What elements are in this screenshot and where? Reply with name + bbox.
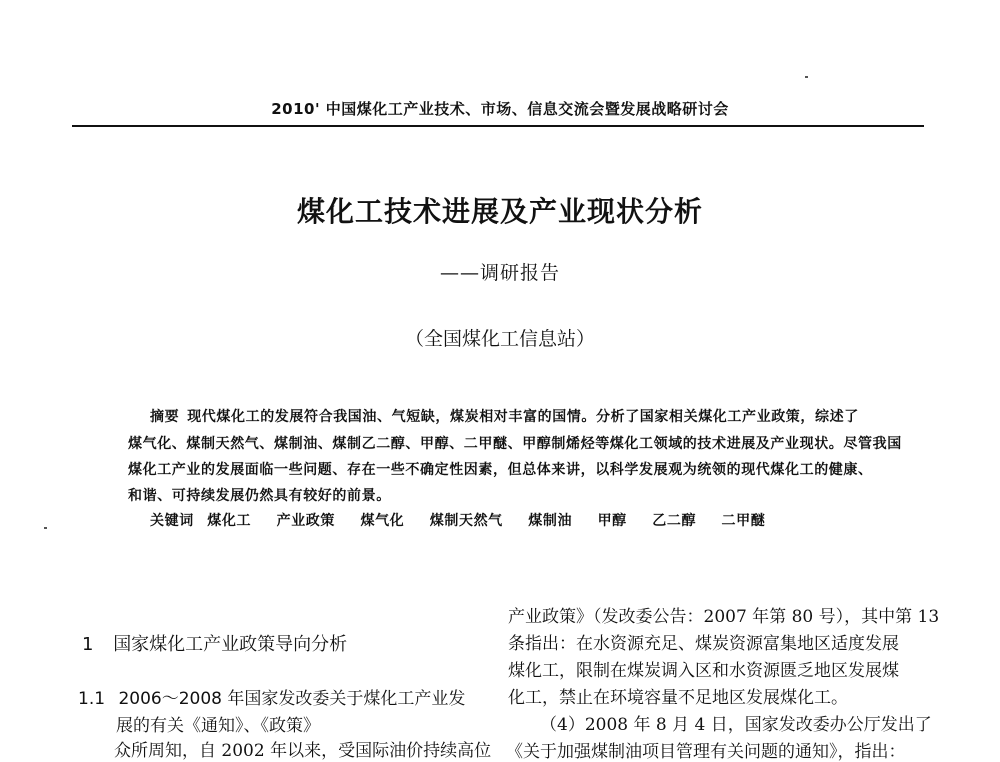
paper-title: 煤化工技术进展及产业现状分析 xyxy=(296,195,703,228)
body-line: 众所周知，自 2002 年以来，受国际油价持续高位 xyxy=(114,741,492,761)
paper-subtitle: ——调研报告 xyxy=(439,262,560,284)
keywords-label: 关键词 xyxy=(150,513,194,529)
subsection-title-cont: 展的有关《通知》、《政策》 xyxy=(116,716,320,736)
body-line: 产业政策》（发改委公告：2007 年第 80 号），其中第 13 xyxy=(508,607,940,627)
keyword: 二甲醚 xyxy=(721,513,766,529)
abstract-line: 煤气化、煤制天然气、煤制油、煤制乙二醇、甲醇、二甲醚、甲醇制烯烃等煤化工领域的技术进展及产业现状。尽管我国 xyxy=(128,436,902,452)
section-heading xyxy=(82,630,347,656)
section-title: 国家煤化工产业政策导向分析 xyxy=(113,634,348,655)
keyword: 甲醇 xyxy=(597,513,627,529)
body-line: 条指出：在水资源充足、煤炭资源富集地区适度发展 xyxy=(508,634,899,654)
body-line: 煤化工，限制在煤炭调入区和水资源匮乏地区发展煤 xyxy=(508,661,899,681)
running-header: 2010' 中国煤化工产业技术、市场、信息交流会暨发展战略研讨会 xyxy=(271,100,729,118)
body-line: 化工，禁止在环境容量不足地区发展煤化工。 xyxy=(508,688,848,708)
body-line: （4）2008 年 8 月 4 日，国家发改委办公厅发出了 xyxy=(540,715,932,735)
keyword: 煤气化 xyxy=(360,513,405,529)
abstract-line: 和谐、可持续发展仍然具有较好的前景。 xyxy=(128,488,391,504)
keyword: 煤化工 xyxy=(207,513,252,529)
keywords-line xyxy=(150,510,785,530)
subsection-heading xyxy=(78,684,465,709)
abstract-text: 现代煤化工的发展符合我国油、气短缺，煤炭相对丰富的国情。分析了国家相关煤化工产业政策，综述了 xyxy=(187,409,859,425)
author-affiliation: （全国煤化工信息站） xyxy=(404,328,595,350)
abstract-label: 摘要 xyxy=(150,409,180,425)
subsection-number: 1.1 xyxy=(78,689,106,709)
section-number: 1 xyxy=(82,634,94,655)
scan-speck xyxy=(44,527,47,529)
keyword: 煤制天然气 xyxy=(429,513,503,529)
header-rule xyxy=(72,125,924,127)
keyword: 产业政策 xyxy=(276,513,335,529)
keyword: 煤制油 xyxy=(528,513,573,529)
abstract-line: 煤化工产业的发展面临一些问题、存在一些不确定性因素，但总体来讲，以科学发展观为统领的现代煤化工的健康、 xyxy=(128,462,873,478)
keyword: 乙二醇 xyxy=(652,513,697,529)
body-line: 《关于加强煤制油项目管理有关问题的通知》，指出： xyxy=(506,742,906,762)
subsection-title: 2006～2008 年国家发改委关于煤化工产业发 xyxy=(118,689,466,709)
abstract-line xyxy=(150,406,859,426)
scan-speck xyxy=(805,76,808,78)
